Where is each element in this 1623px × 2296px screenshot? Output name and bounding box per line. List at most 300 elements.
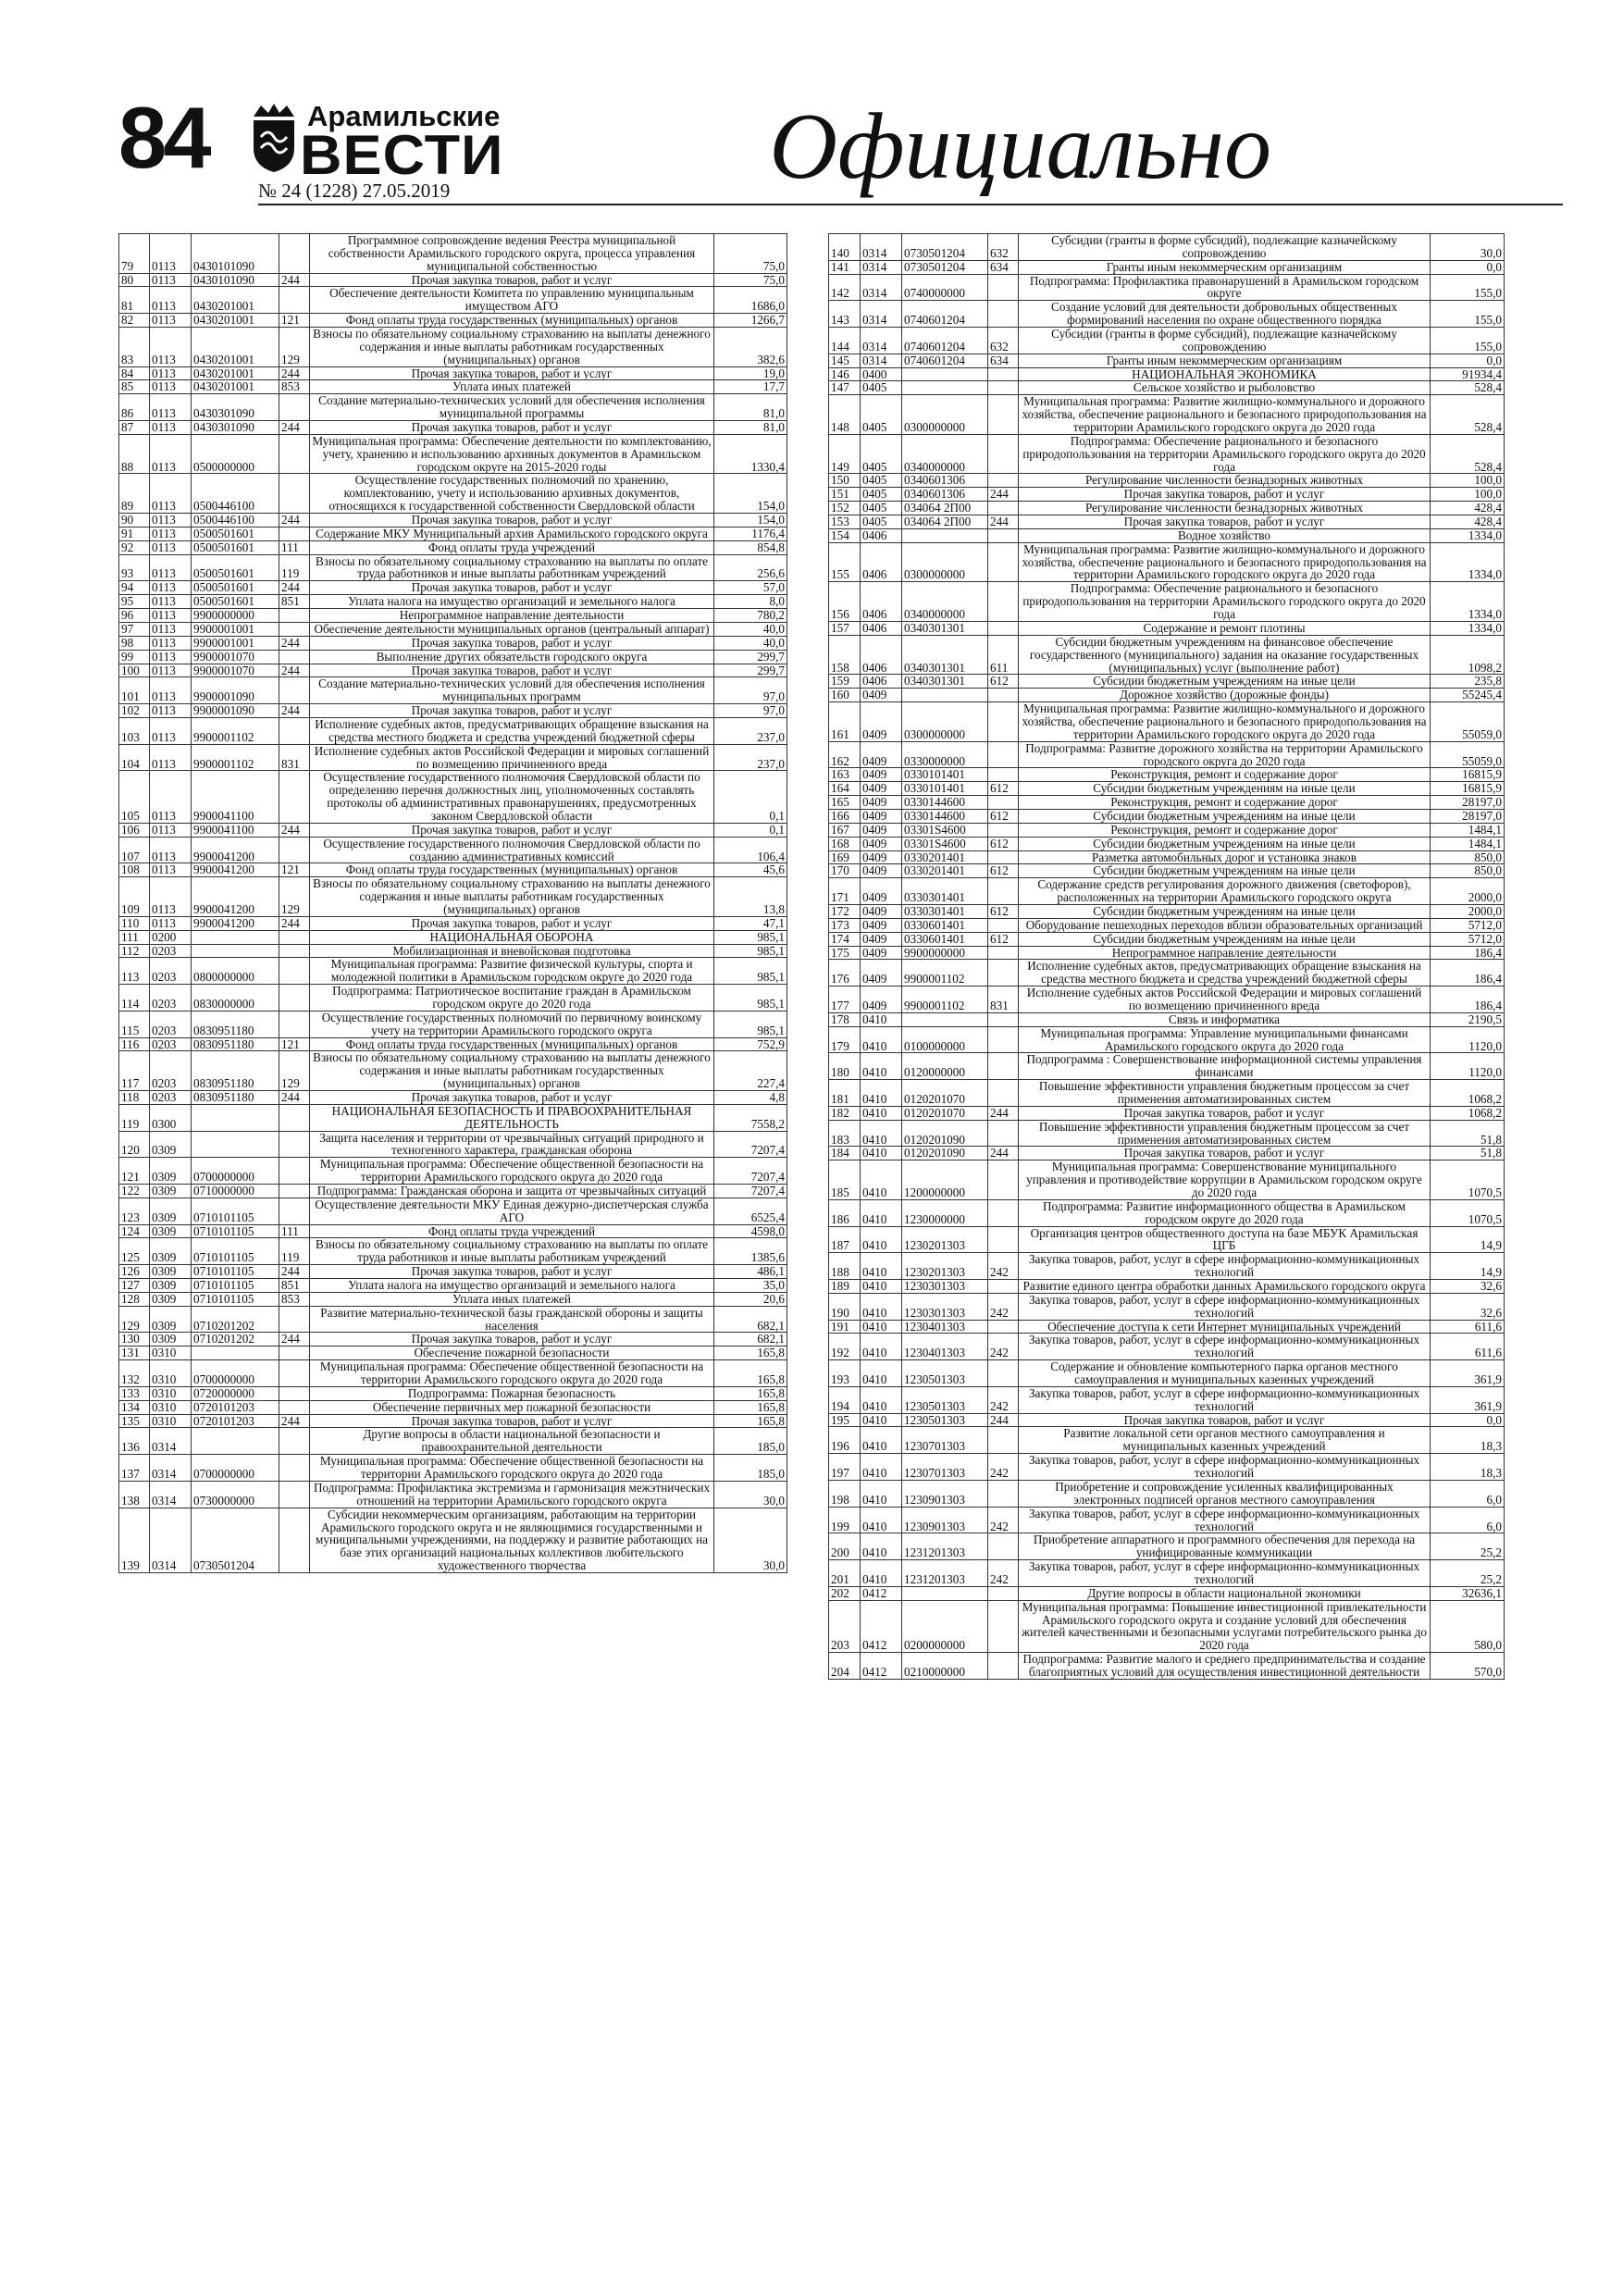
line-name: Прочая закупка товаров, работ и услуг (310, 366, 714, 380)
section-code: 0309 (150, 1306, 192, 1333)
expense-type (279, 234, 310, 274)
section-code: 0409 (861, 689, 902, 702)
line-name: Подпрограмма: Патриотическое воспитание граждан в Арамильском городском округе до 2020 года (310, 985, 714, 1011)
row-number: 200 (829, 1533, 861, 1560)
amount: 1334,0 (1431, 528, 1505, 542)
table-row (829, 1106, 1505, 1120)
amount: 528,4 (1431, 381, 1505, 395)
target-code: 0430201001 (192, 380, 279, 394)
section-code: 0409 (861, 960, 902, 987)
table-row (829, 434, 1505, 474)
line-name: Подпрограмма: Развитие малого и среднего предпринимательства и создание благоприятных условий для осуществления инвестиционной деятельности (1019, 1653, 1431, 1680)
expense-type (988, 1120, 1019, 1147)
line-name: Уплата иных платежей (310, 380, 714, 394)
section-code: 0113 (150, 636, 192, 650)
row-number: 100 (119, 664, 150, 677)
line-name: Закупка товаров, работ, услуг в сфере информационно-коммуникационных технологий (1019, 1507, 1431, 1533)
row-number: 150 (829, 474, 861, 488)
line-name: Осуществление государственного полномочия Свердловской области по созданию административных комиссий (310, 837, 714, 863)
section-code: 0410 (861, 1253, 902, 1280)
amount: 256,6 (714, 554, 787, 581)
amount: 580,0 (1431, 1600, 1505, 1652)
amount: 1120,0 (1431, 1026, 1505, 1053)
line-name: Прочая закупка товаров, работ и услуг (310, 823, 714, 837)
line-name: Осуществление государственных полномочий по хранению, комплектованию, учету и использованию архивных документов, относящихся к государственной собственности Свердловской области (310, 474, 714, 514)
section-code: 0113 (150, 717, 192, 744)
amount: 7207,4 (714, 1131, 787, 1158)
section-code: 0314 (861, 234, 902, 261)
line-name: Приобретение и сопровождение усиленных квалифицированных электронных подписей органов местного самоуправления (1019, 1480, 1431, 1507)
amount: 186,4 (1431, 987, 1505, 1013)
target-code: 0730501204 (902, 260, 988, 274)
target-code: 1230501303 (902, 1413, 988, 1427)
amount: 81,0 (714, 421, 787, 435)
section-code: 0113 (150, 287, 192, 314)
row-number: 89 (119, 474, 150, 514)
row-number: 145 (829, 354, 861, 367)
expense-type: 129 (279, 877, 310, 917)
amount: 81,0 (714, 394, 787, 421)
table-row (119, 421, 787, 435)
amount: 299,7 (714, 650, 787, 664)
row-number: 134 (119, 1400, 150, 1414)
target-code (902, 381, 988, 395)
amount: 6525,4 (714, 1198, 787, 1224)
section-code: 0113 (150, 394, 192, 421)
section-code: 0310 (150, 1414, 192, 1428)
expense-type: 242 (988, 1560, 1019, 1587)
section-code: 0412 (861, 1600, 902, 1652)
target-code (902, 528, 988, 542)
amount: 25,2 (1431, 1533, 1505, 1560)
amount: 0,1 (714, 823, 787, 837)
section-code: 0410 (861, 1080, 902, 1107)
target-code: 0340000000 (902, 582, 988, 622)
line-name: Муниципальная программа: Обеспечение общественной безопасности на территории Арамильского городского округа до 2020 года (310, 1360, 714, 1387)
target-code: 9900001090 (192, 704, 279, 718)
expense-type: 111 (279, 540, 310, 554)
target-code: 1230301303 (902, 1280, 988, 1294)
line-name: Содержание средств регулирования дорожного движения (светофоров), расположенных на территории Арамильского городского округа (1019, 878, 1431, 905)
line-name: Взносы по обязательному социальному страхованию на выплаты денежного содержания и иные выплаты работникам государственных (муниципальных) органов (310, 328, 714, 367)
line-name: Взносы по обязательному социальному страхованию на выплаты по оплате труда работников и иные выплаты работникам учреждений (310, 554, 714, 581)
section-code: 0309 (150, 1158, 192, 1185)
row-number: 117 (119, 1051, 150, 1091)
line-name: Муниципальная программа: Совершенствование муниципального управления и противодействие коррупции в Арамильском городском округе до 2020 года (1019, 1160, 1431, 1200)
line-name: Разметка автомобильных дорог и установка знаков (1019, 850, 1431, 864)
amount: 382,6 (714, 328, 787, 367)
line-name: Закупка товаров, работ, услуг в сфере информационно-коммуникационных технологий (1019, 1293, 1431, 1320)
expense-type: 111 (279, 1224, 310, 1238)
amount: 428,4 (1431, 502, 1505, 515)
row-number: 93 (119, 554, 150, 581)
section-code: 0409 (861, 768, 902, 782)
row-number: 181 (829, 1080, 861, 1107)
section-code: 0409 (861, 796, 902, 810)
line-name: Подпрограмма: Профилактика правонарушений в Арамильском городском округе (1019, 274, 1431, 301)
target-code: 9900000000 (902, 946, 988, 960)
section-code: 0310 (150, 1360, 192, 1387)
table-row (829, 1386, 1505, 1413)
section-code: 0310 (150, 1400, 192, 1414)
expense-type (988, 768, 1019, 782)
expense-type: 244 (279, 704, 310, 718)
section-code: 0309 (150, 1224, 192, 1238)
line-name: Субсидии бюджетным учреждениям на иные цели (1019, 864, 1431, 878)
row-number: 83 (119, 328, 150, 367)
target-code: 0500446100 (192, 474, 279, 514)
row-number: 175 (829, 946, 861, 960)
table-row (119, 930, 787, 944)
expense-type (279, 1428, 310, 1455)
row-number: 163 (829, 768, 861, 782)
amount: 18,3 (1431, 1454, 1505, 1481)
row-number: 139 (119, 1508, 150, 1572)
table-row (119, 958, 787, 985)
row-number: 135 (119, 1414, 150, 1428)
table-row (119, 1238, 787, 1265)
amount: 185,0 (714, 1428, 787, 1455)
amount: 51,8 (1431, 1147, 1505, 1160)
table-row (829, 918, 1505, 932)
row-number: 203 (829, 1600, 861, 1652)
section-code: 0314 (150, 1508, 192, 1572)
table-row (119, 366, 787, 380)
row-number: 183 (829, 1120, 861, 1147)
section-code: 0412 (861, 1653, 902, 1680)
target-code: 0120201070 (902, 1106, 988, 1120)
target-code: 0730501204 (192, 1508, 279, 1572)
section-code: 0113 (150, 744, 192, 771)
row-number: 113 (119, 958, 150, 985)
row-number: 191 (829, 1320, 861, 1334)
row-number: 105 (119, 771, 150, 823)
expense-type: 612 (988, 904, 1019, 918)
amount: 361,9 (1431, 1386, 1505, 1413)
table-row (829, 1560, 1505, 1587)
table-row (829, 689, 1505, 702)
line-name: Приобретение аппаратного и программного обеспечения для перехода на унифицированные коммуникации (1019, 1533, 1431, 1560)
section-code: 0113 (150, 273, 192, 287)
table-row (829, 823, 1505, 837)
row-number: 119 (119, 1104, 150, 1131)
table-row (119, 1037, 787, 1051)
section-code: 0410 (861, 1199, 902, 1226)
amount: 30,0 (1431, 234, 1505, 261)
row-number: 123 (119, 1198, 150, 1224)
row-number: 106 (119, 823, 150, 837)
expense-type (279, 1011, 310, 1037)
table-row (119, 717, 787, 744)
expense-type: 244 (279, 273, 310, 287)
expense-type (988, 823, 1019, 837)
line-name: Подпрограмма: Развитие дорожного хозяйства на территории Арамильского городского округа до 2020 года (1019, 741, 1431, 768)
expense-type (988, 528, 1019, 542)
line-name: Уплата налога на имущество организаций и земельного налога (310, 595, 714, 609)
row-number: 137 (119, 1455, 150, 1482)
table-row (829, 1653, 1505, 1680)
row-number: 171 (829, 878, 861, 905)
table-row (829, 354, 1505, 367)
expense-type: 242 (988, 1293, 1019, 1320)
expense-type (988, 689, 1019, 702)
table-row (119, 863, 787, 877)
section-code: 0406 (861, 635, 902, 675)
expense-type: 612 (988, 782, 1019, 796)
table-row (829, 488, 1505, 502)
line-name: Связь и информатика (1019, 1012, 1431, 1026)
section-code: 0314 (861, 260, 902, 274)
expense-type (279, 434, 310, 474)
row-number: 143 (829, 301, 861, 328)
section-code: 0300 (150, 1104, 192, 1131)
table-row (119, 234, 787, 274)
row-number: 128 (119, 1292, 150, 1306)
section-code: 0309 (150, 1185, 192, 1198)
expense-type (279, 1400, 310, 1414)
line-name: Взносы по обязательному социальному страхованию на выплаты по оплате труда работников и иные выплаты работникам учреждений (310, 1238, 714, 1265)
section-code: 0409 (861, 946, 902, 960)
expense-type (279, 474, 310, 514)
target-code: 1230201303 (902, 1253, 988, 1280)
line-name: Муниципальная программа: Развитие жилищно-коммунального и дорожного хозяйства, обеспечение рационального и безопасного природопользования на территории Арамильского городского округа до 2020 года (1019, 702, 1431, 742)
section-code: 0410 (861, 1106, 902, 1120)
table-row (119, 609, 787, 623)
section-code: 0410 (861, 1560, 902, 1587)
expense-type (279, 1481, 310, 1508)
section-code: 0412 (861, 1586, 902, 1600)
table-row (119, 985, 787, 1011)
expense-type: 612 (988, 809, 1019, 823)
target-code: 0330601401 (902, 918, 988, 932)
expense-type: 244 (279, 1414, 310, 1428)
line-name: Прочая закупка товаров, работ и услуг (310, 273, 714, 287)
table-row (829, 1120, 1505, 1147)
line-name: Муниципальная программа: Управление муниципальными финансами Арамильского городского округа до 2020 года (1019, 1026, 1431, 1053)
section-code: 0113 (150, 540, 192, 554)
table-row (829, 1280, 1505, 1294)
expense-type: 244 (988, 1413, 1019, 1427)
line-name: Исполнение судебных актов Российской Федерации и мировых соглашений по возмещению причиненного вреда (310, 744, 714, 771)
row-number: 159 (829, 675, 861, 689)
expense-type (988, 1280, 1019, 1294)
target-code: 0500501601 (192, 595, 279, 609)
section-code: 0410 (861, 1454, 902, 1481)
expense-type (279, 1508, 310, 1572)
row-number: 131 (119, 1347, 150, 1360)
row-number: 193 (829, 1360, 861, 1387)
row-number: 196 (829, 1427, 861, 1454)
table-row (829, 1413, 1505, 1427)
amount: 752,9 (714, 1037, 787, 1051)
target-code: 1230501303 (902, 1360, 988, 1387)
target-code: 0330101401 (902, 768, 988, 782)
section-code: 0314 (150, 1481, 192, 1508)
row-number: 157 (829, 621, 861, 635)
row-number: 101 (119, 677, 150, 704)
target-code: 0120000000 (902, 1053, 988, 1080)
amount: 486,1 (714, 1265, 787, 1279)
expense-type: 119 (279, 554, 310, 581)
target-code: 0700000000 (192, 1360, 279, 1387)
table-row (829, 796, 1505, 810)
line-name: Прочая закупка товаров, работ и услуг (310, 636, 714, 650)
row-number: 153 (829, 515, 861, 529)
expense-type: 851 (279, 1279, 310, 1293)
row-number: 136 (119, 1428, 150, 1455)
section-code: 0410 (861, 1053, 902, 1080)
table-row (119, 771, 787, 823)
section-code: 0113 (150, 595, 192, 609)
row-number: 115 (119, 1011, 150, 1037)
expense-type (988, 1199, 1019, 1226)
amount: 6,0 (1431, 1507, 1505, 1533)
line-name: Программное сопровождение ведения Реестра муниципальной собственности Арамильского городского округа, процесса управления муниципальной собственностью (310, 234, 714, 274)
expense-type: 244 (279, 664, 310, 677)
table-row (119, 650, 787, 664)
line-name: Осуществление деятельности МКУ Единая дежурно-диспетчерская служба АГО (310, 1198, 714, 1224)
expense-type: 612 (988, 932, 1019, 946)
row-number: 94 (119, 581, 150, 595)
amount: 6,0 (1431, 1480, 1505, 1507)
header-divider (258, 204, 1563, 205)
line-name: Оборудование пешеходных переходов вблизи образовательных организаций (1019, 918, 1431, 932)
amount: 1385,6 (714, 1238, 787, 1265)
table-row (829, 987, 1505, 1013)
expense-type: 853 (279, 380, 310, 394)
table-row (119, 1386, 787, 1400)
budget-table-right (828, 233, 1505, 1680)
table-row (119, 1279, 787, 1293)
amount: 985,1 (714, 1011, 787, 1037)
table-row (119, 1185, 787, 1198)
table-row (829, 234, 1505, 261)
expense-type: 119 (279, 1238, 310, 1265)
expense-type (988, 1653, 1019, 1680)
amount: 51,8 (1431, 1120, 1505, 1147)
row-number: 176 (829, 960, 861, 987)
expense-type (279, 609, 310, 623)
amount: 185,0 (714, 1455, 787, 1482)
section-code: 0410 (861, 1226, 902, 1253)
row-number: 97 (119, 622, 150, 636)
section-code: 0113 (150, 314, 192, 328)
page-number: 84 (118, 89, 208, 186)
row-number: 168 (829, 837, 861, 850)
amount: 100,0 (1431, 488, 1505, 502)
amount: 5712,0 (1431, 932, 1505, 946)
section-code: 0410 (861, 1334, 902, 1360)
row-number: 204 (829, 1653, 861, 1680)
target-code: 9900001102 (902, 960, 988, 987)
section-code: 0406 (861, 582, 902, 622)
line-name: Прочая закупка товаров, работ и услуг (310, 1414, 714, 1428)
table-row (829, 1533, 1505, 1560)
table-row (119, 394, 787, 421)
line-name: Регулирование численности безнадзорных животных (1019, 502, 1431, 515)
target-code: 9900001070 (192, 650, 279, 664)
line-name: Муниципальная программа: Развитие жилищно-коммунального и дорожного хозяйства, обеспечение рационального и безопасного природопользования на территории Арамильского городского округа до 2020 года (1019, 542, 1431, 582)
target-code: 0330000000 (902, 741, 988, 768)
expense-type (279, 1386, 310, 1400)
row-number: 87 (119, 421, 150, 435)
row-number: 187 (829, 1226, 861, 1253)
table-row (119, 1131, 787, 1158)
amount: 0,0 (1431, 260, 1505, 274)
section-code: 0410 (861, 1507, 902, 1533)
table-row (829, 1199, 1505, 1226)
target-code: 0720101203 (192, 1414, 279, 1428)
row-number: 161 (829, 702, 861, 742)
section-code: 0409 (861, 823, 902, 837)
section-code: 0410 (861, 1320, 902, 1334)
table-row (119, 1104, 787, 1131)
amount: 235,8 (1431, 675, 1505, 689)
row-number: 189 (829, 1280, 861, 1294)
amount: 2000,0 (1431, 904, 1505, 918)
line-name: Фонд оплаты труда учреждений (310, 1224, 714, 1238)
line-name: Мобилизационная и вневойсковая подготовка (310, 944, 714, 958)
row-number: 124 (119, 1224, 150, 1238)
amount: 7207,4 (714, 1185, 787, 1198)
line-name: Содержание и ремонт плотины (1019, 621, 1431, 635)
expense-type (988, 395, 1019, 435)
target-code: 0730000000 (192, 1481, 279, 1508)
target-code: 0300000000 (902, 395, 988, 435)
line-name: Субсидии бюджетным учреждениям на иные цели (1019, 675, 1431, 689)
target-code: 0720101203 (192, 1400, 279, 1414)
target-code: 0120201090 (902, 1120, 988, 1147)
target-code: 0430201001 (192, 328, 279, 367)
row-number: 99 (119, 650, 150, 664)
amount: 0,0 (1431, 354, 1505, 367)
line-name: Закупка товаров, работ, услуг в сфере информационно-коммуникационных технологий (1019, 1386, 1431, 1413)
table-row (829, 809, 1505, 823)
table-row (119, 1428, 787, 1455)
amount: 18,3 (1431, 1427, 1505, 1454)
amount: 7558,2 (714, 1104, 787, 1131)
table-row (829, 960, 1505, 987)
row-number: 177 (829, 987, 861, 1013)
section-code: 0113 (150, 328, 192, 367)
expense-type (279, 622, 310, 636)
row-number: 122 (119, 1185, 150, 1198)
target-code: 1230701303 (902, 1427, 988, 1454)
line-name: НАЦИОНАЛЬНАЯ БЕЗОПАСНОСТЬ И ПРАВООХРАНИТЕЛЬНАЯ ДЕЯТЕЛЬНОСТЬ (310, 1104, 714, 1131)
table-row (119, 837, 787, 863)
amount: 361,9 (1431, 1360, 1505, 1387)
table-row (119, 664, 787, 677)
expense-type: 634 (988, 354, 1019, 367)
section-code: 0314 (150, 1455, 192, 1482)
line-name: Прочая закупка товаров, работ и услуг (310, 1333, 714, 1347)
row-number: 98 (119, 636, 150, 650)
table-row (119, 1158, 787, 1185)
line-name: Обеспечение пожарной безопасности (310, 1347, 714, 1360)
table-row (119, 622, 787, 636)
target-code: 0430301090 (192, 394, 279, 421)
row-number: 95 (119, 595, 150, 609)
amount: 165,8 (714, 1414, 787, 1428)
row-number: 156 (829, 582, 861, 622)
row-number: 152 (829, 502, 861, 515)
row-number: 174 (829, 932, 861, 946)
line-name: Муниципальная программа: Обеспечение общественной безопасности на территории Арамильского городского округа до 2020 года (310, 1158, 714, 1185)
logo-subtitle: Арамильские (307, 100, 501, 132)
amount: 30,0 (714, 1481, 787, 1508)
table-row (829, 878, 1505, 905)
table-row (829, 864, 1505, 878)
